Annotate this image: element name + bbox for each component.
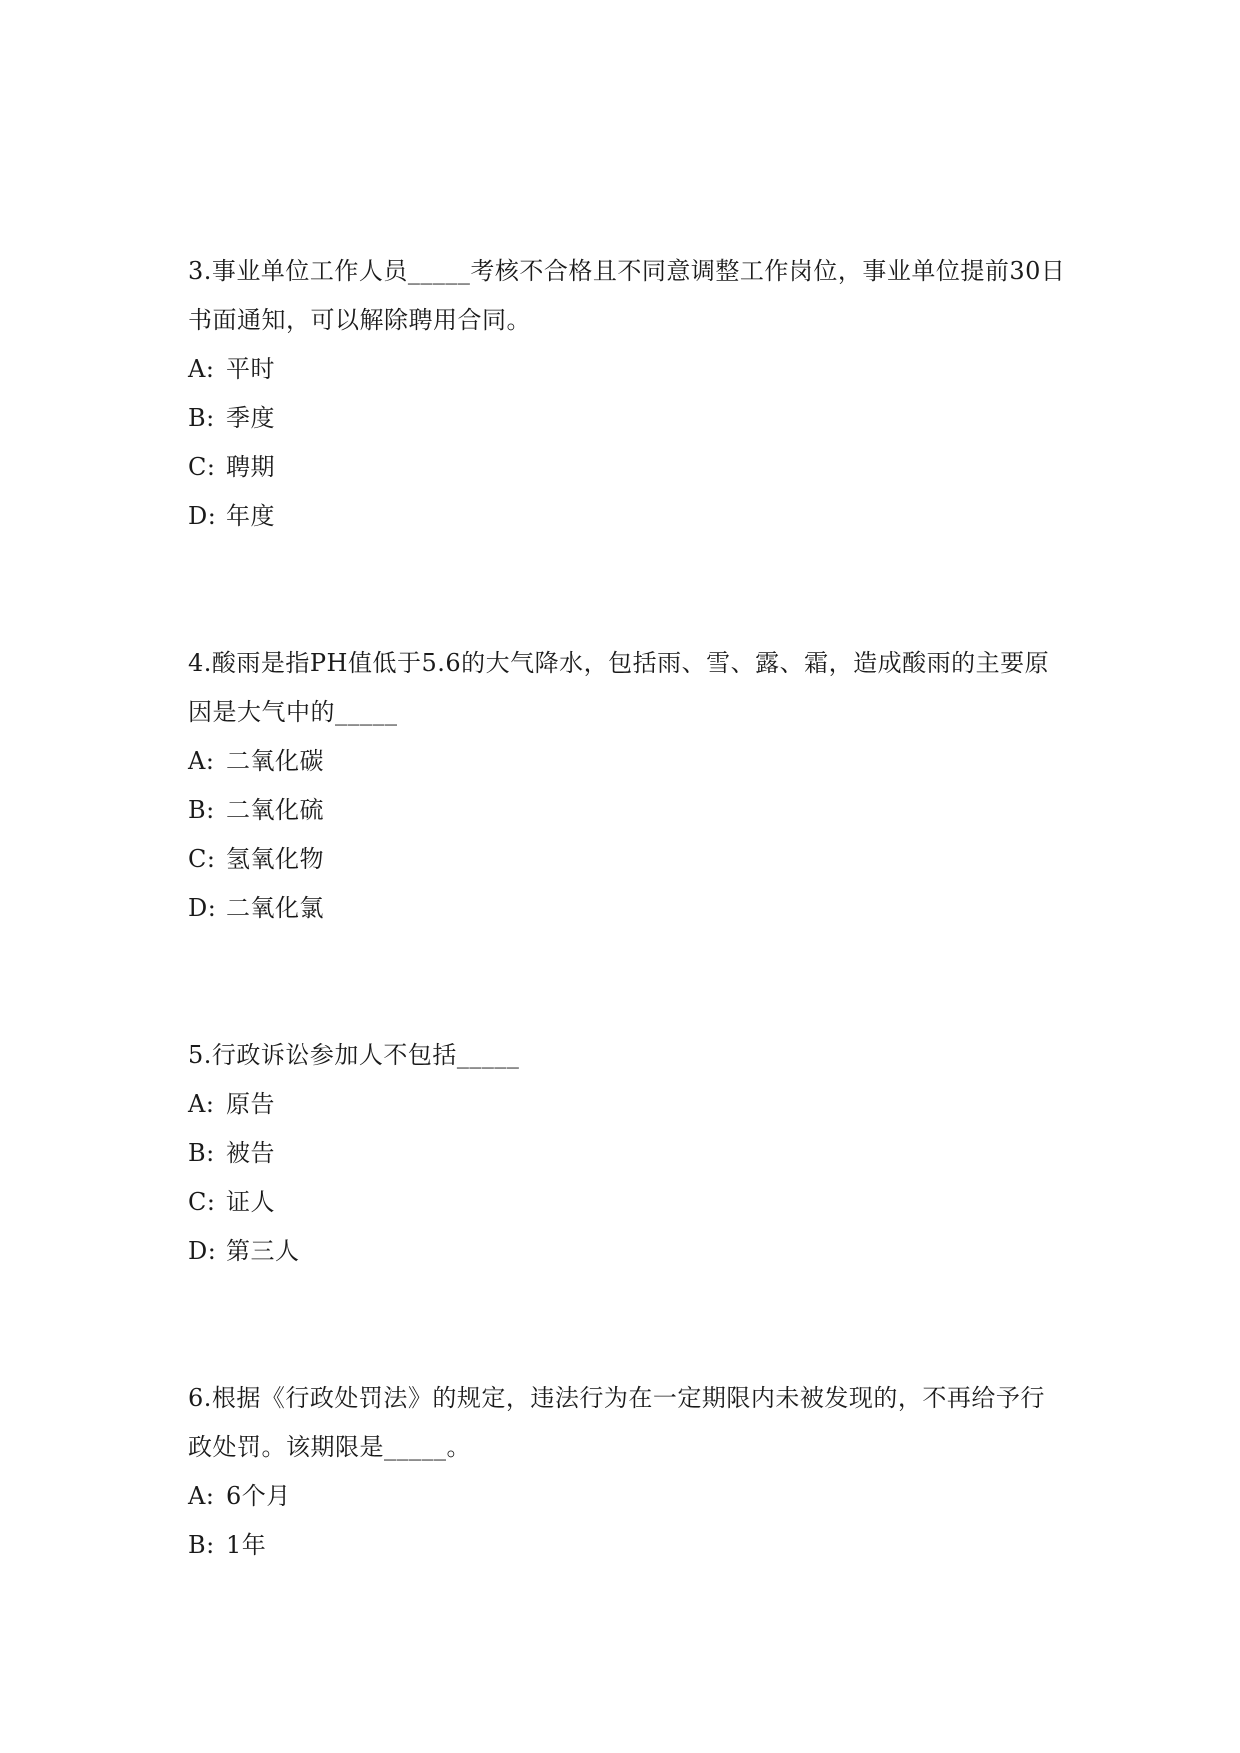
- option-a: [188, 345, 1068, 394]
- question-stem: 5.行政诉讼参加人不包括_____: [188, 1041, 520, 1069]
- option-d: [188, 492, 1068, 541]
- option-d: [188, 1227, 1068, 1276]
- option-b: [188, 1129, 1068, 1178]
- option-label: D:: [188, 502, 217, 530]
- option-label: C:: [188, 1188, 216, 1216]
- question-6: [188, 1374, 1068, 1570]
- option-c: [188, 835, 1068, 884]
- option-label: B:: [188, 1139, 215, 1167]
- option-label: A:: [188, 1090, 215, 1118]
- option-label: B:: [188, 404, 215, 432]
- question-4: [188, 639, 1068, 933]
- option-b: [188, 394, 1068, 443]
- option-c: [188, 1178, 1068, 1227]
- option-label: A:: [188, 747, 215, 775]
- option-a: [188, 1472, 1068, 1521]
- option-text: 1年: [226, 1531, 267, 1559]
- option-text: 二氧化氯: [226, 894, 324, 922]
- question-stem: 6.根据《行政处罚法》的规定，违法行为在一定期限内未被发现的，不再给予行政处罚。该期限是_____。: [188, 1384, 1045, 1461]
- option-text: 聘期: [226, 453, 275, 481]
- option-b: [188, 786, 1068, 835]
- option-label: A:: [188, 355, 215, 383]
- option-label: A:: [188, 1482, 215, 1510]
- option-label: D:: [188, 894, 217, 922]
- question-stem: 4.酸雨是指PH值低于5.6的大气降水，包括雨、雪、露、霜，造成酸雨的主要原因是大气中的_____: [188, 649, 1050, 726]
- option-a: [188, 737, 1068, 786]
- option-label: D:: [188, 1237, 217, 1265]
- option-b: [188, 1521, 1068, 1570]
- option-c: [188, 443, 1068, 492]
- option-text: 氢氧化物: [226, 845, 324, 873]
- option-d: [188, 884, 1068, 933]
- option-label: B:: [188, 796, 215, 824]
- option-label: C:: [188, 845, 216, 873]
- option-text: 原告: [226, 1090, 275, 1118]
- option-text: 证人: [226, 1188, 275, 1216]
- option-text: 二氧化硫: [226, 796, 324, 824]
- option-text: 平时: [226, 355, 275, 383]
- question-5: [188, 1031, 1068, 1276]
- option-text: 6个月: [226, 1482, 291, 1510]
- option-text: 第三人: [226, 1237, 300, 1265]
- option-label: B:: [188, 1531, 215, 1559]
- option-text: 被告: [226, 1139, 275, 1167]
- option-a: [188, 1080, 1068, 1129]
- question-stem: 3.事业单位工作人员_____考核不合格且不同意调整工作岗位，事业单位提前30日书面通知，可以解除聘用合同。: [188, 257, 1066, 334]
- option-text: 年度: [226, 502, 275, 530]
- option-text: 二氧化碳: [226, 747, 324, 775]
- question-3: [188, 247, 1068, 541]
- option-text: 季度: [226, 404, 275, 432]
- option-label: C:: [188, 453, 216, 481]
